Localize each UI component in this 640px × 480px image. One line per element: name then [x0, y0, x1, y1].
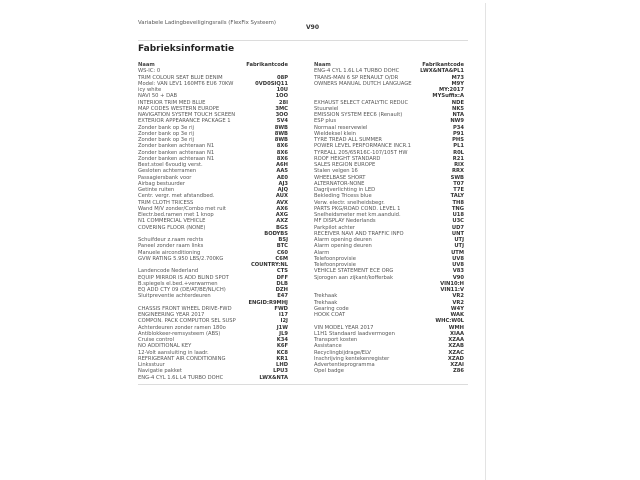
option-name: Wand M/V zonder/Combo met ruit	[138, 205, 226, 212]
option-name: N1 COMMERCIAL VEHICLE	[138, 218, 206, 225]
divider	[138, 40, 468, 41]
option-name: ALTERNATOR-NONE	[314, 180, 365, 187]
manufacturer-code: 10U	[276, 87, 288, 93]
option-name: Gearing code	[314, 305, 349, 312]
manufacturer-code: J1W	[276, 324, 288, 331]
manufacturer-code: P34	[452, 124, 464, 131]
option-name: NAVIGATION SYSTEM TOUCH SCREEN	[138, 112, 236, 118]
manufacturer-code: UV8	[452, 255, 464, 262]
option-name: Advertentieprogramma	[314, 362, 375, 368]
option-name: B.spiegels el.bed.+verwarmen	[138, 280, 218, 287]
option-name: OWNERS MANUAL DUTCH LANGUAGE	[314, 80, 412, 87]
manufacturer-code: DZH	[275, 287, 288, 293]
option-name: Snelheidsmeter met km.aanduid.	[314, 212, 401, 218]
manufacturer-code: LWX&NTA&PL1	[420, 68, 464, 75]
divider	[138, 384, 468, 385]
option-name: Gesloten achterramen	[138, 168, 197, 175]
manufacturer-code: SWB	[450, 174, 464, 181]
manufacturer-code: UTJ	[454, 243, 464, 250]
option-name: Airbag bestuurder	[138, 180, 185, 187]
manufacturer-code: MYSuffix:A	[432, 93, 464, 100]
option-name: Telefoonprovisie	[314, 255, 356, 262]
option-name: Telefoonprovisie	[314, 262, 356, 268]
manufacturer-code: 8WB	[274, 130, 288, 137]
option-name: TYREALL 205/65R16C-107/105T HW	[314, 149, 408, 156]
manufacturer-code: Z86	[453, 368, 464, 375]
manufacturer-code: ENGID:R9MHJ	[248, 299, 288, 306]
manufacturer-code: E47	[277, 293, 288, 300]
option-name: Alarm opening deuren	[314, 237, 372, 243]
manufacturer-code: XZAC	[448, 349, 464, 356]
option-name: Assistance	[314, 343, 342, 350]
manufacturer-code: 3OO	[275, 112, 288, 118]
manufacturer-code: JL9	[279, 330, 288, 337]
factory-info-card	[130, 6, 485, 480]
manufacturer-code: BGS	[276, 224, 288, 231]
manufacturer-code: V90	[452, 274, 464, 281]
manufacturer-code: M73	[451, 74, 464, 81]
option-name: VIN MODEL YEAR 2017	[314, 324, 374, 331]
option-name: CHASSIS FRONT WHEEL DRIVE-FWD	[138, 305, 232, 312]
option-name: Trekhaak	[314, 299, 338, 306]
option-name: ENG-4 CYL 1.6L L4 TURBO DOHC	[314, 68, 400, 75]
option-name: SALES REGION EUROPE	[314, 162, 376, 168]
manufacturer-code: VIN11:V	[440, 287, 464, 293]
manufacturer-code: LHD	[276, 362, 288, 368]
manufacturer-code: UV8	[452, 262, 464, 268]
manufacturer-code: COUNTRY:NL	[250, 262, 288, 268]
manufacturer-code: MY:2017	[439, 87, 464, 93]
option-name: Opel badge	[314, 368, 344, 375]
manufacturer-code: FWD	[274, 305, 288, 312]
section-title: Fabrieksinformatie	[138, 44, 235, 54]
manufacturer-code: AX6	[276, 205, 288, 212]
manufacturer-code: W4Y	[450, 305, 464, 312]
manufacturer-code: BODYBS	[264, 230, 288, 237]
manufacturer-code: 8X6	[276, 143, 288, 150]
option-name: WS-IC: 0	[138, 68, 161, 75]
manufacturer-code: 0VD0SIQ11	[255, 80, 288, 87]
manufacturer-code: VR2	[452, 293, 464, 300]
manufacturer-code: T7E	[453, 187, 464, 193]
manufacturer-code: 28I	[278, 99, 288, 106]
manufacturer-code: I17	[278, 312, 288, 318]
option-name: EXTERIOR APPEARANCE PACKAGE 1	[138, 118, 231, 125]
option-name: Sluitpreventie achterdeuren	[138, 293, 211, 300]
option-name: EQ ADD CTY 09 (DE/AT/BE/NL/CH)	[138, 287, 226, 293]
manufacturer-code: A6H	[276, 162, 288, 168]
manufacturer-code: 8X6	[276, 155, 288, 162]
option-name: Zonder bank op 3e rij	[138, 124, 194, 131]
option-name: TRANS-MAN 6 SP RENAULT O/DR	[314, 74, 399, 81]
option-name: PARTS PKG/ROAD COND. LEVEL 1	[314, 205, 401, 212]
option-name: WHEELBASE SHORT	[314, 174, 366, 181]
option-name: Zonder bank op 3e rij	[138, 137, 194, 143]
manufacturer-code: R0L	[453, 149, 464, 156]
manufacturer-code: TALY	[450, 193, 464, 200]
manufacturer-code: DFF	[276, 274, 288, 281]
option-name: MF DISPLAY Nederlands	[314, 218, 376, 225]
table-row	[138, 375, 288, 381]
option-name: Recyclingbijdrage/ELV	[314, 349, 371, 356]
manufacturer-code: T07	[453, 180, 464, 187]
option-name: COVERING FLOOR (NONE)	[138, 224, 206, 231]
manufacturer-code: NTA	[452, 112, 464, 118]
option-name: Bekleding Tricess blue	[314, 193, 372, 200]
manufacturer-code: XZAI	[450, 362, 464, 368]
option-name: ESP plus	[314, 118, 337, 125]
manufacturer-code: 8WB	[274, 137, 288, 143]
option-name: Linksstuur	[138, 362, 165, 368]
manufacturer-code: LWX&NTA	[259, 374, 288, 381]
manufacturer-code: XZAB	[448, 343, 464, 350]
manufacturer-code: K6F	[276, 343, 288, 350]
option-name: Dagrijverlichting in LED	[314, 187, 376, 193]
manufacturer-code: NK5	[452, 105, 464, 112]
manufacturer-code: U3C	[452, 218, 464, 225]
manufacturer-code: DLB	[276, 280, 288, 287]
option-name: ENG-4 CYL 1.6L L4 TURBO DOHC	[138, 374, 224, 381]
option-name: GVW RATING 5.950 LBS/2.700KG	[138, 255, 224, 262]
manufacturer-code: AUX	[275, 193, 288, 200]
option-name: ENGINEERING YEAR 2017	[138, 312, 205, 318]
manufacturer-code: V83	[452, 268, 464, 275]
option-name: RECEIVER NAVI AND TRAFFIC INFO	[314, 230, 404, 237]
option-name: Normaal reservewiel	[314, 124, 368, 131]
manufacturer-code: LPU3	[273, 368, 288, 375]
option-name: Zonder banken achteraan N1	[138, 155, 215, 162]
manufacturer-code: WHC:W0L	[435, 318, 464, 325]
option-name: Stuurwiel	[314, 105, 339, 112]
option-name: icy white	[138, 87, 162, 93]
option-name: TRIM COLOUR SEAT BLUE DENIM	[138, 74, 223, 81]
option-name: EMISSION SYSTEM EEC6 (Renault)	[314, 112, 403, 118]
manufacturer-code: NW9	[450, 118, 464, 125]
manufacturer-code: C60	[276, 249, 288, 256]
manufacturer-code: 1OO	[275, 93, 288, 100]
manufacturer-code: 5V4	[276, 118, 288, 125]
option-value: V90	[306, 24, 319, 31]
option-name: Cruise control	[138, 337, 175, 343]
manufacturer-code: UD7	[451, 224, 464, 231]
manufacturer-code: WAK	[450, 312, 464, 318]
option-name: Stalen velgen 16	[314, 168, 358, 175]
option-name: Verw. electr. snelheidsbegr.	[314, 199, 385, 206]
option-name: HOOK COAT	[314, 312, 346, 318]
manufacturer-code: TH8	[452, 199, 464, 206]
option-name: Alarm	[314, 249, 330, 256]
manufacturer-code: BSJ	[278, 237, 288, 243]
manufacturer-code: XZAD	[447, 355, 464, 362]
option-name: Passagiersbank voor	[138, 174, 192, 181]
option-name: COMPON. PACK COMPUTOR SEL SUSP	[138, 318, 236, 325]
manufacturer-code: R21	[452, 155, 464, 162]
factory-codes-left-column	[138, 62, 288, 381]
manufacturer-code: 3MC	[275, 105, 288, 112]
option-name: Zonder bank op 3e rij	[138, 130, 194, 137]
manufacturer-code: C6M	[275, 255, 288, 262]
option-name: Navigatie pakket	[138, 368, 182, 375]
option-name: Manuele airconditioning	[138, 249, 201, 256]
option-name: Paneel zonder raam links	[138, 243, 204, 250]
option-name: EQUIP MIRROR IS ADD BLIND SPOT	[138, 274, 229, 281]
option-name: Centr. vergr. met afstandbed.	[138, 193, 215, 200]
manufacturer-code: 8X6	[276, 149, 288, 156]
option-name: Best.stoel 6voudig verst.	[138, 162, 203, 168]
manufacturer-code: WMH	[448, 324, 464, 331]
manufacturer-code: AJ3	[278, 180, 288, 187]
option-name: 12-Volt aansluiting in laadr.	[138, 349, 209, 356]
manufacturer-code: 08P	[276, 74, 288, 81]
option-name: EXHAUST SELECT CATALYTIC REDUC	[314, 99, 409, 106]
manufacturer-code: VIN10:H	[440, 280, 464, 287]
manufacturer-code: M9Y	[451, 80, 464, 87]
option-name: Alarm opening deuren	[314, 243, 372, 250]
manufacturer-code: UNT	[451, 230, 464, 237]
table-row	[314, 368, 464, 374]
manufacturer-code: TNG	[451, 205, 464, 212]
option-name: Achterdeuren zonder ramen 180o	[138, 324, 226, 331]
manufacturer-code: UTM	[451, 249, 464, 256]
content-border	[485, 3, 486, 480]
option-name: L1H1 Standaard laadvermogen	[314, 330, 395, 337]
option-name: Antiblokkeer-remsysteem (ABS)	[138, 330, 221, 337]
manufacturer-code: AVX	[276, 199, 288, 206]
manufacturer-code: RIX	[454, 162, 464, 168]
manufacturer-code: AE0	[276, 174, 288, 181]
column-header-code: Fabrikantcode	[246, 62, 288, 68]
option-name: POWER LEVEL PERFORMANCE INCR.1	[314, 143, 411, 150]
option-name: Sjorogen aan zijkant/kofferbak	[314, 274, 393, 281]
manufacturer-code: CTS	[276, 268, 288, 275]
manufacturer-code: AA5	[276, 168, 288, 175]
column-header-name: Naam	[314, 62, 331, 68]
manufacturer-code: AXG	[275, 212, 288, 218]
manufacturer-code: RRX	[452, 168, 464, 175]
manufacturer-code: XIAA	[450, 330, 464, 337]
option-name: NO ADDITIONAL KEY	[138, 343, 192, 350]
option-name: Getinte ruiten	[138, 187, 175, 193]
option-name: ROOF HEIGHT STANDARD	[314, 155, 381, 162]
option-name: Wieldeksel klein	[314, 130, 356, 137]
manufacturer-code: AXZ	[276, 218, 288, 225]
manufacturer-code: P91	[452, 130, 464, 137]
option-name: Zonder banken achteraan N1	[138, 143, 215, 150]
option-name: Landencode Nederland	[138, 268, 199, 275]
option-name: Transport kosten	[314, 337, 358, 343]
manufacturer-code: KC8	[276, 349, 288, 356]
option-name: Parkpilot achter	[314, 224, 355, 231]
column-header-name: Naam	[138, 62, 155, 68]
manufacturer-code: BTC	[276, 243, 288, 250]
option-row	[138, 20, 468, 42]
option-name: Schuifdeur z.raam rechts	[138, 237, 204, 243]
option-name: Model: VAN LEV1 160MT6 EU6 70KW	[138, 80, 234, 87]
manufacturer-code: KR1	[276, 355, 288, 362]
option-name: TYRE TREAD ALL SUMMER	[314, 137, 383, 143]
manufacturer-code: VR2	[452, 299, 464, 306]
manufacturer-code: I2J	[280, 318, 288, 325]
option-name: Zonder banken achteraan N1	[138, 149, 215, 156]
option-name: Inschrijving kentekenregister	[314, 355, 390, 362]
manufacturer-code: NDE	[451, 99, 464, 106]
option-name: INTERIOR TRIM MED BLUE	[138, 99, 206, 106]
manufacturer-code: AJQ	[277, 187, 288, 193]
option-name: Electr.bed.ramen met 1 knop	[138, 212, 214, 218]
manufacturer-code: 8WB	[274, 124, 288, 131]
option-name: VEHICLE STATEMENT ECE ORG	[314, 268, 394, 275]
option-name: TRIM CLOTH TRICESS	[138, 199, 194, 206]
option-name: REFRIGERANT AIR CONDITIONING	[138, 355, 226, 362]
column-header-code: Fabrikantcode	[422, 62, 464, 68]
manufacturer-code: XZAA	[448, 337, 464, 343]
manufacturer-code: U18	[452, 212, 464, 218]
option-name: MAP CODES WESTERN EUROPE	[138, 105, 220, 112]
factory-codes-right-column	[314, 62, 464, 375]
manufacturer-code: K34	[276, 337, 288, 343]
option-name: NAVI 50 + DAB	[138, 93, 178, 100]
option-label: Variabele Ladingbeveiligingsrails (FlexFix Systeem)	[138, 20, 277, 26]
manufacturer-code: PHS	[452, 137, 464, 143]
manufacturer-code: PL1	[453, 143, 464, 150]
manufacturer-code: UTJ	[454, 237, 464, 243]
option-name: Trekhaak	[314, 293, 338, 300]
